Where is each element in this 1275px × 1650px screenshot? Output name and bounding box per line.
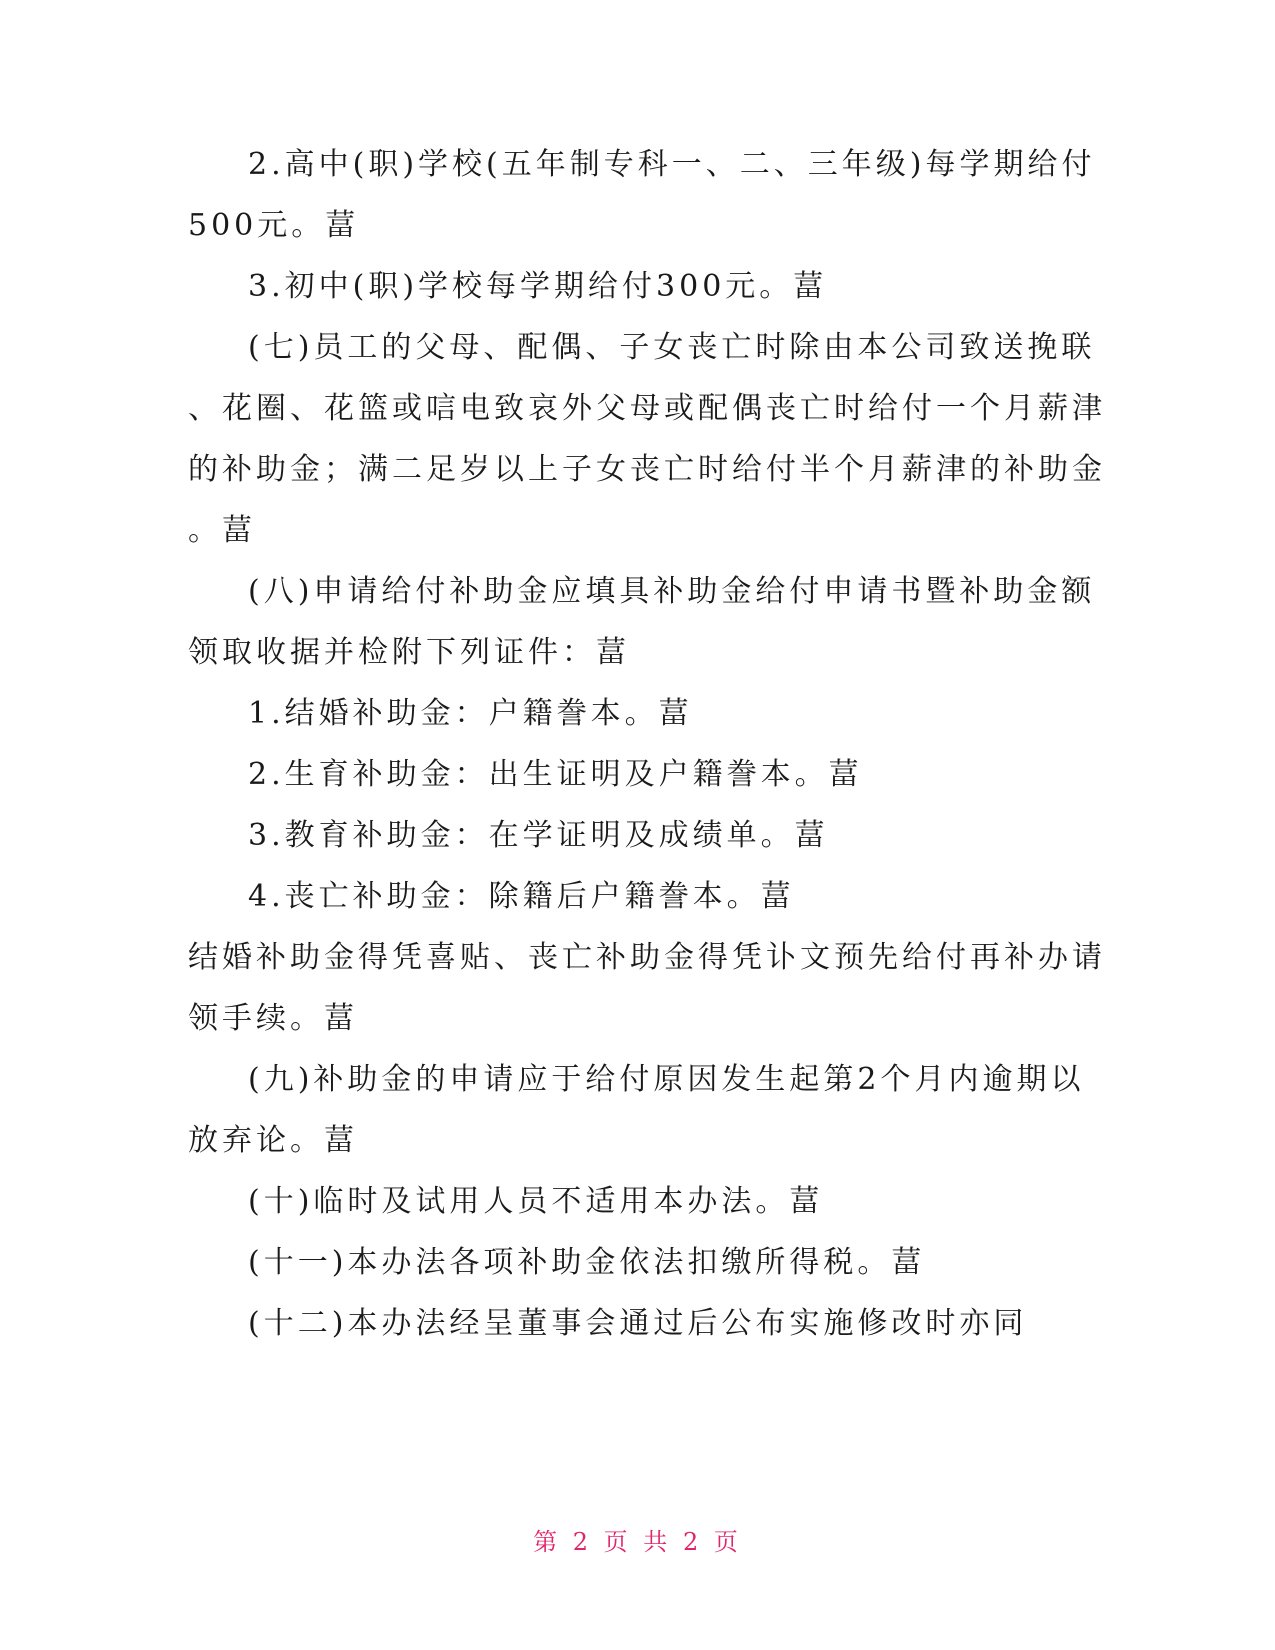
- paragraph-line: (八)申请给付补助金应填具补助金给付申请书暨补助金额: [248, 574, 1096, 609]
- paragraph-line: 。葍: [188, 513, 256, 548]
- paragraph-line: 1.结婚补助金：户籍誊本。葍: [248, 696, 693, 731]
- paragraph-line: 结婚补助金得凭喜贴、丧亡补助金得凭讣文预先给付再补办请: [188, 940, 1106, 975]
- paragraph-line: 放弃论。葍: [188, 1123, 358, 1158]
- paragraph-line: (十)临时及试用人员不适用本办法。葍: [248, 1184, 824, 1219]
- paragraph-line: (七)员工的父母、配偶、子女丧亡时除由本公司致送挽联: [248, 330, 1096, 365]
- paragraph-line: 、花圈、花篮或唁电致哀外父母或配偶丧亡时给付一个月薪津: [188, 391, 1106, 426]
- paragraph-line: 的补助金；满二足岁以上子女丧亡时给付半个月薪津的补助金: [188, 452, 1106, 487]
- paragraph-line: 领手续。葍: [188, 1001, 358, 1036]
- paragraph-line: (十一)本办法各项补助金依法扣缴所得税。葍: [248, 1245, 926, 1280]
- paragraph-line: 2.生育补助金：出生证明及户籍誊本。葍: [248, 757, 863, 792]
- paragraph-line: (九)补助金的申请应于给付原因发生起第2个月内逾期以: [248, 1062, 1085, 1097]
- paragraph-line: 3.初中(职)学校每学期给付300元。葍: [248, 269, 828, 304]
- paragraph-line: (十二)本办法经呈董事会通过后公布实施修改时亦同: [248, 1306, 1028, 1341]
- paragraph-line: 4.丧亡补助金：除籍后户籍誊本。葍: [248, 879, 795, 914]
- paragraph-line: 2.高中(职)学校(五年制专科一、二、三年级)每学期给付: [248, 147, 1096, 182]
- page-number-footer: 第 2 页 共 2 页: [533, 1528, 742, 1556]
- paragraph-line: 3.教育补助金：在学证明及成绩单。葍: [248, 818, 829, 853]
- paragraph-line: 500元。葍: [188, 208, 360, 243]
- paragraph-line: 领取收据并检附下列证件：葍: [188, 635, 630, 670]
